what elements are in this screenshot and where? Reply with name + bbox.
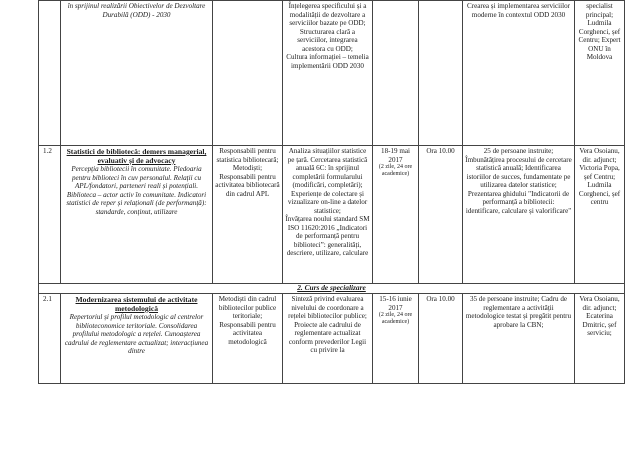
- trainers-cell: Vera Osoianu, dir. adjunct; Ecaterina Dmitric, șef serviciu;: [575, 294, 625, 384]
- content-item: Analiza situațiilor statistice pe țară. Cercetarea statistică anuală 6C: în sprijinul completării formularului (modificări, completări);: [287, 147, 368, 189]
- theme-description: în sprijinul realizării Obiectivelor de Dezvoltare Durabilă (ODD) - 2030: [67, 2, 206, 19]
- training-plan-table: [38, 0, 625, 384]
- theme-description: Repertoriul și profilul metodologic al centrelor biblioteconomice teritoriale. Consolidarea profilului metodologic a rețelei. Cunoașterea cadrului de reglementare actualizat; interacțiunea dintre: [64, 313, 209, 355]
- trainers-cell: Vera Osoianu, dir. adjunct; Victoria Popa, șef Centru; Ludmila Corghenci, șef centru: [575, 146, 625, 284]
- responsible-cell: Responsabili pentru statistica bibliotecară; Metodiști; Responsabili pentru activitatea bibliotecară din cadrul APL: [213, 146, 283, 284]
- table-row: [39, 1, 625, 146]
- date-duration: (2 zile, 24 ore academice): [378, 164, 413, 177]
- content-cell: [283, 1, 373, 146]
- results-cell: 35 de persoane instruite; Cadru de reglementare a activității metodologice testat și pregătit pentru aprobare la CBN;: [463, 294, 575, 384]
- row-number: 1.2: [39, 146, 61, 284]
- results-cell: 25 de persoane instruite; Îmbunătățirea procesului de cercetare statistică anuală; Identificarea istoriilor de succes, fundamentate pe utilizarea datelor statistice; Prezentarea ghidului "Indicatorii de performanță a bibliotecii: identificare, calculare și valorificare": [463, 146, 575, 284]
- time-cell: Ora 10.00: [419, 146, 463, 284]
- theme-cell: [61, 294, 213, 384]
- table-row: [39, 146, 625, 284]
- date-range: 18-19 mai 2017: [381, 147, 410, 164]
- trainers-cell: specialist principal; Ludmila Corghenci, șef Centru; Expert ONU în Moldova: [575, 1, 625, 146]
- content-item: Cultura informației – temelia implementării ODD 2030: [286, 53, 369, 70]
- theme-cell: [61, 146, 213, 284]
- row-number: 2.1: [39, 294, 61, 384]
- row-number: [39, 1, 61, 146]
- content-cell: [283, 146, 373, 284]
- section-title: 2. Curs de specializare: [39, 284, 625, 294]
- content-cell: [283, 294, 373, 384]
- time-cell: [419, 1, 463, 146]
- theme-title: Modernizarea sistemului de activitate metodologică: [75, 295, 198, 313]
- theme-cell: [61, 1, 213, 146]
- date-cell: [373, 146, 419, 284]
- content-item: Învățarea noului standard SM ISO 11620:2016 „Indicatori de performanță pentru biblioteci”: generalități, descriere, utilizare, calculare: [285, 215, 370, 257]
- section-header-row: [39, 284, 625, 294]
- table-row: [39, 294, 625, 384]
- content-item: Experiențe de colectare și vizualizare on-line a datelor statistice;: [287, 189, 368, 215]
- date-duration: (2 zile, 24 ore academice): [378, 312, 413, 325]
- time-cell: Ora 10.00: [419, 294, 463, 384]
- responsible-cell: [213, 1, 283, 146]
- date-range: 15-16 iunie 2017: [379, 295, 412, 312]
- theme-title: Statistici de bibliotecă: demers managerial, evaluativ și de advocacy: [66, 147, 207, 165]
- theme-description: Percepția bibliotecii în comunitate. Pledoaria pentru biblioteci în cuv personalul. Relații cu APL/fondatori, parteneri reali și potențiali. Biblioteca – actor activ în comunitate. Indicatori statistici de reper și relaționali (de performanță): standarde, conținut, utilizare: [66, 165, 207, 216]
- responsible-cell: Metodiști din cadrul bibliotecilor publice teritoriale; Responsabili pentru activitatea metodologică: [213, 294, 283, 384]
- content-item: Sinteză privind evaluarea nivelului de coordonare a rețelei bibliotecilor publice; Proiecte ale cadrului de reglementare actualizat conform prevederilor Legii cu privire la: [288, 295, 367, 354]
- content-item: Structurarea clară a serviciilor, integrarea acestora cu ODD;: [297, 27, 358, 53]
- date-cell: [373, 294, 419, 384]
- content-item: Înțelegerea specificului și a modalității de dezvoltare a serviciilor bazate pe ODD;: [288, 2, 367, 27]
- date-cell: [373, 1, 419, 146]
- results-cell: Crearea și implementarea serviciilor moderne în contextul ODD 2030: [463, 1, 575, 146]
